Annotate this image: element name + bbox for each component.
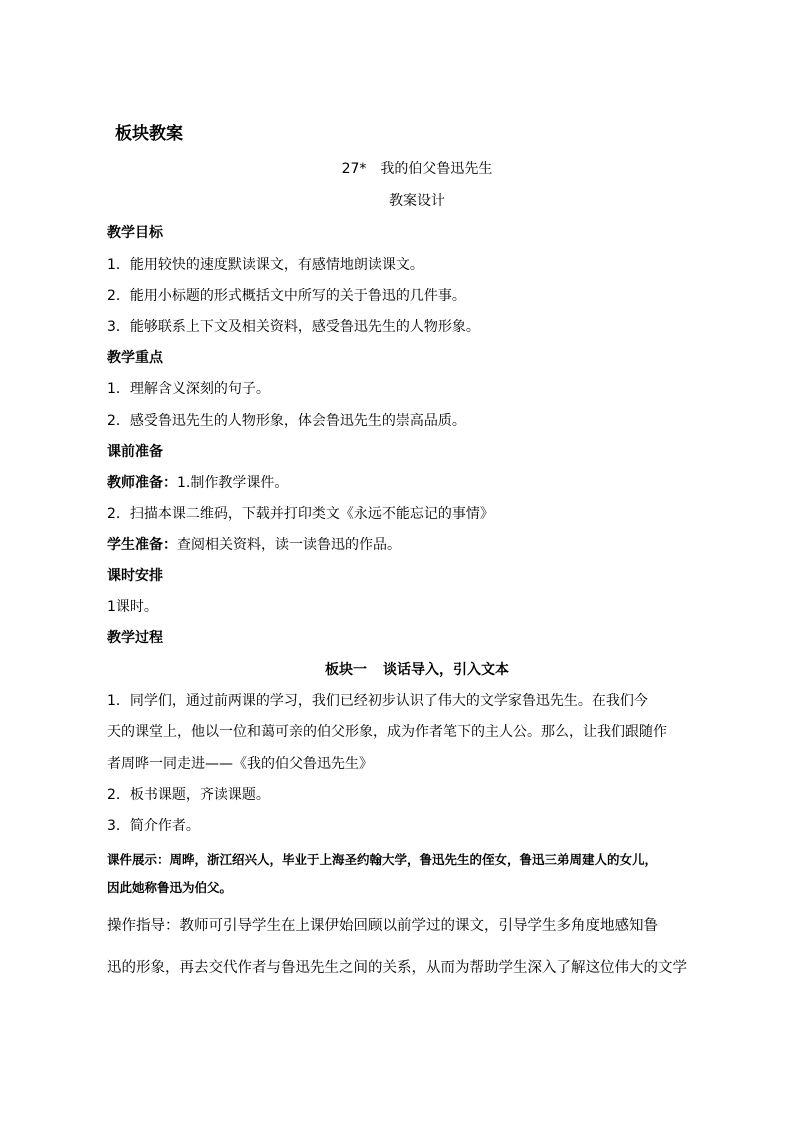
design-subtitle: 教案设计: [389, 193, 445, 209]
guide-line-1: 操作指导：教师可引导学生在上课伊始回顾以前学过的课文，引导学生多角度地感知鲁: [107, 918, 658, 934]
objective-item-1: 1．能用较快的速度默读课文，有感情地朗读课文。: [107, 257, 424, 273]
objective-item-3: 3．能够联系上下文及相关资料，感受鲁迅先生的人物形象。: [107, 319, 480, 335]
courseware-line-1: 课件展示：周晔，浙江绍兴人，毕业于上海圣约翰大学，鲁迅先生的侄女，鲁迅三弟周建人的女儿，: [107, 852, 658, 867]
process-heading: 教学过程: [107, 630, 163, 646]
paragraph-1-line-3: 者周晔一同走进——《我的伯父鲁迅先生》: [107, 756, 373, 772]
courseware-line-2: 因此她称鲁迅为伯父。: [107, 880, 233, 895]
key-point-item-2: 2．感受鲁迅先生的人物形象，体会鲁迅先生的崇高品质。: [107, 413, 466, 429]
document-title: 板块教案: [115, 124, 183, 144]
student-preparation: [107, 537, 401, 554]
student-preparation-label: 学生准备：: [107, 537, 177, 553]
key-point-item-1: 1．理解含义深刻的句子。: [107, 381, 270, 397]
paragraph-2: 2．板书课题，齐读课题。: [107, 787, 270, 803]
section-title-text: 谈话导入，引入文本: [383, 662, 509, 678]
teacher-preparation: [107, 475, 288, 492]
teacher-preparation-item-2: 2．扫描本课二维码，下载并打印类文《永远不能忘记的事情》: [107, 506, 494, 522]
article-title: [20, 161, 794, 178]
objective-item-2: 2．能用小标题的形式概括文中所写的关于鲁迅的几件事。: [107, 288, 466, 304]
objectives-heading: 教学目标: [107, 225, 163, 241]
paragraph-1-line-2: 天的课堂上，他以一位和蔼可亲的伯父形象，成为作者笔下的主人公。那么，让我们跟随作: [107, 724, 667, 740]
section-title: [20, 662, 794, 679]
teacher-preparation-text: 1.制作教学课件。: [177, 475, 289, 491]
schedule-heading: 课时安排: [107, 568, 163, 584]
paragraph-3: 3．简介作者。: [107, 818, 200, 834]
student-preparation-text: 查阅相关资料，读一读鲁迅的作品。: [177, 537, 401, 553]
paragraph-1-line-1: 1．同学们，通过前两课的学习，我们已经初步认识了伟大的文学家鲁迅先生。在我们今: [107, 693, 648, 709]
article-number: 27*: [341, 161, 367, 177]
key-points-heading: 教学重点: [107, 350, 163, 366]
teacher-preparation-label: 教师准备：: [107, 475, 177, 491]
schedule-text: 1课时。: [107, 599, 158, 615]
article-title-text: 我的伯父鲁迅先生: [380, 161, 493, 177]
preparation-heading: 课前准备: [107, 444, 163, 460]
guide-line-2: 迅的形象，再去交代作者与鲁迅先生之间的关系，从而为帮助学生深入了解这位伟大的文学: [107, 960, 687, 976]
section-part-label: 板块一: [325, 662, 367, 678]
